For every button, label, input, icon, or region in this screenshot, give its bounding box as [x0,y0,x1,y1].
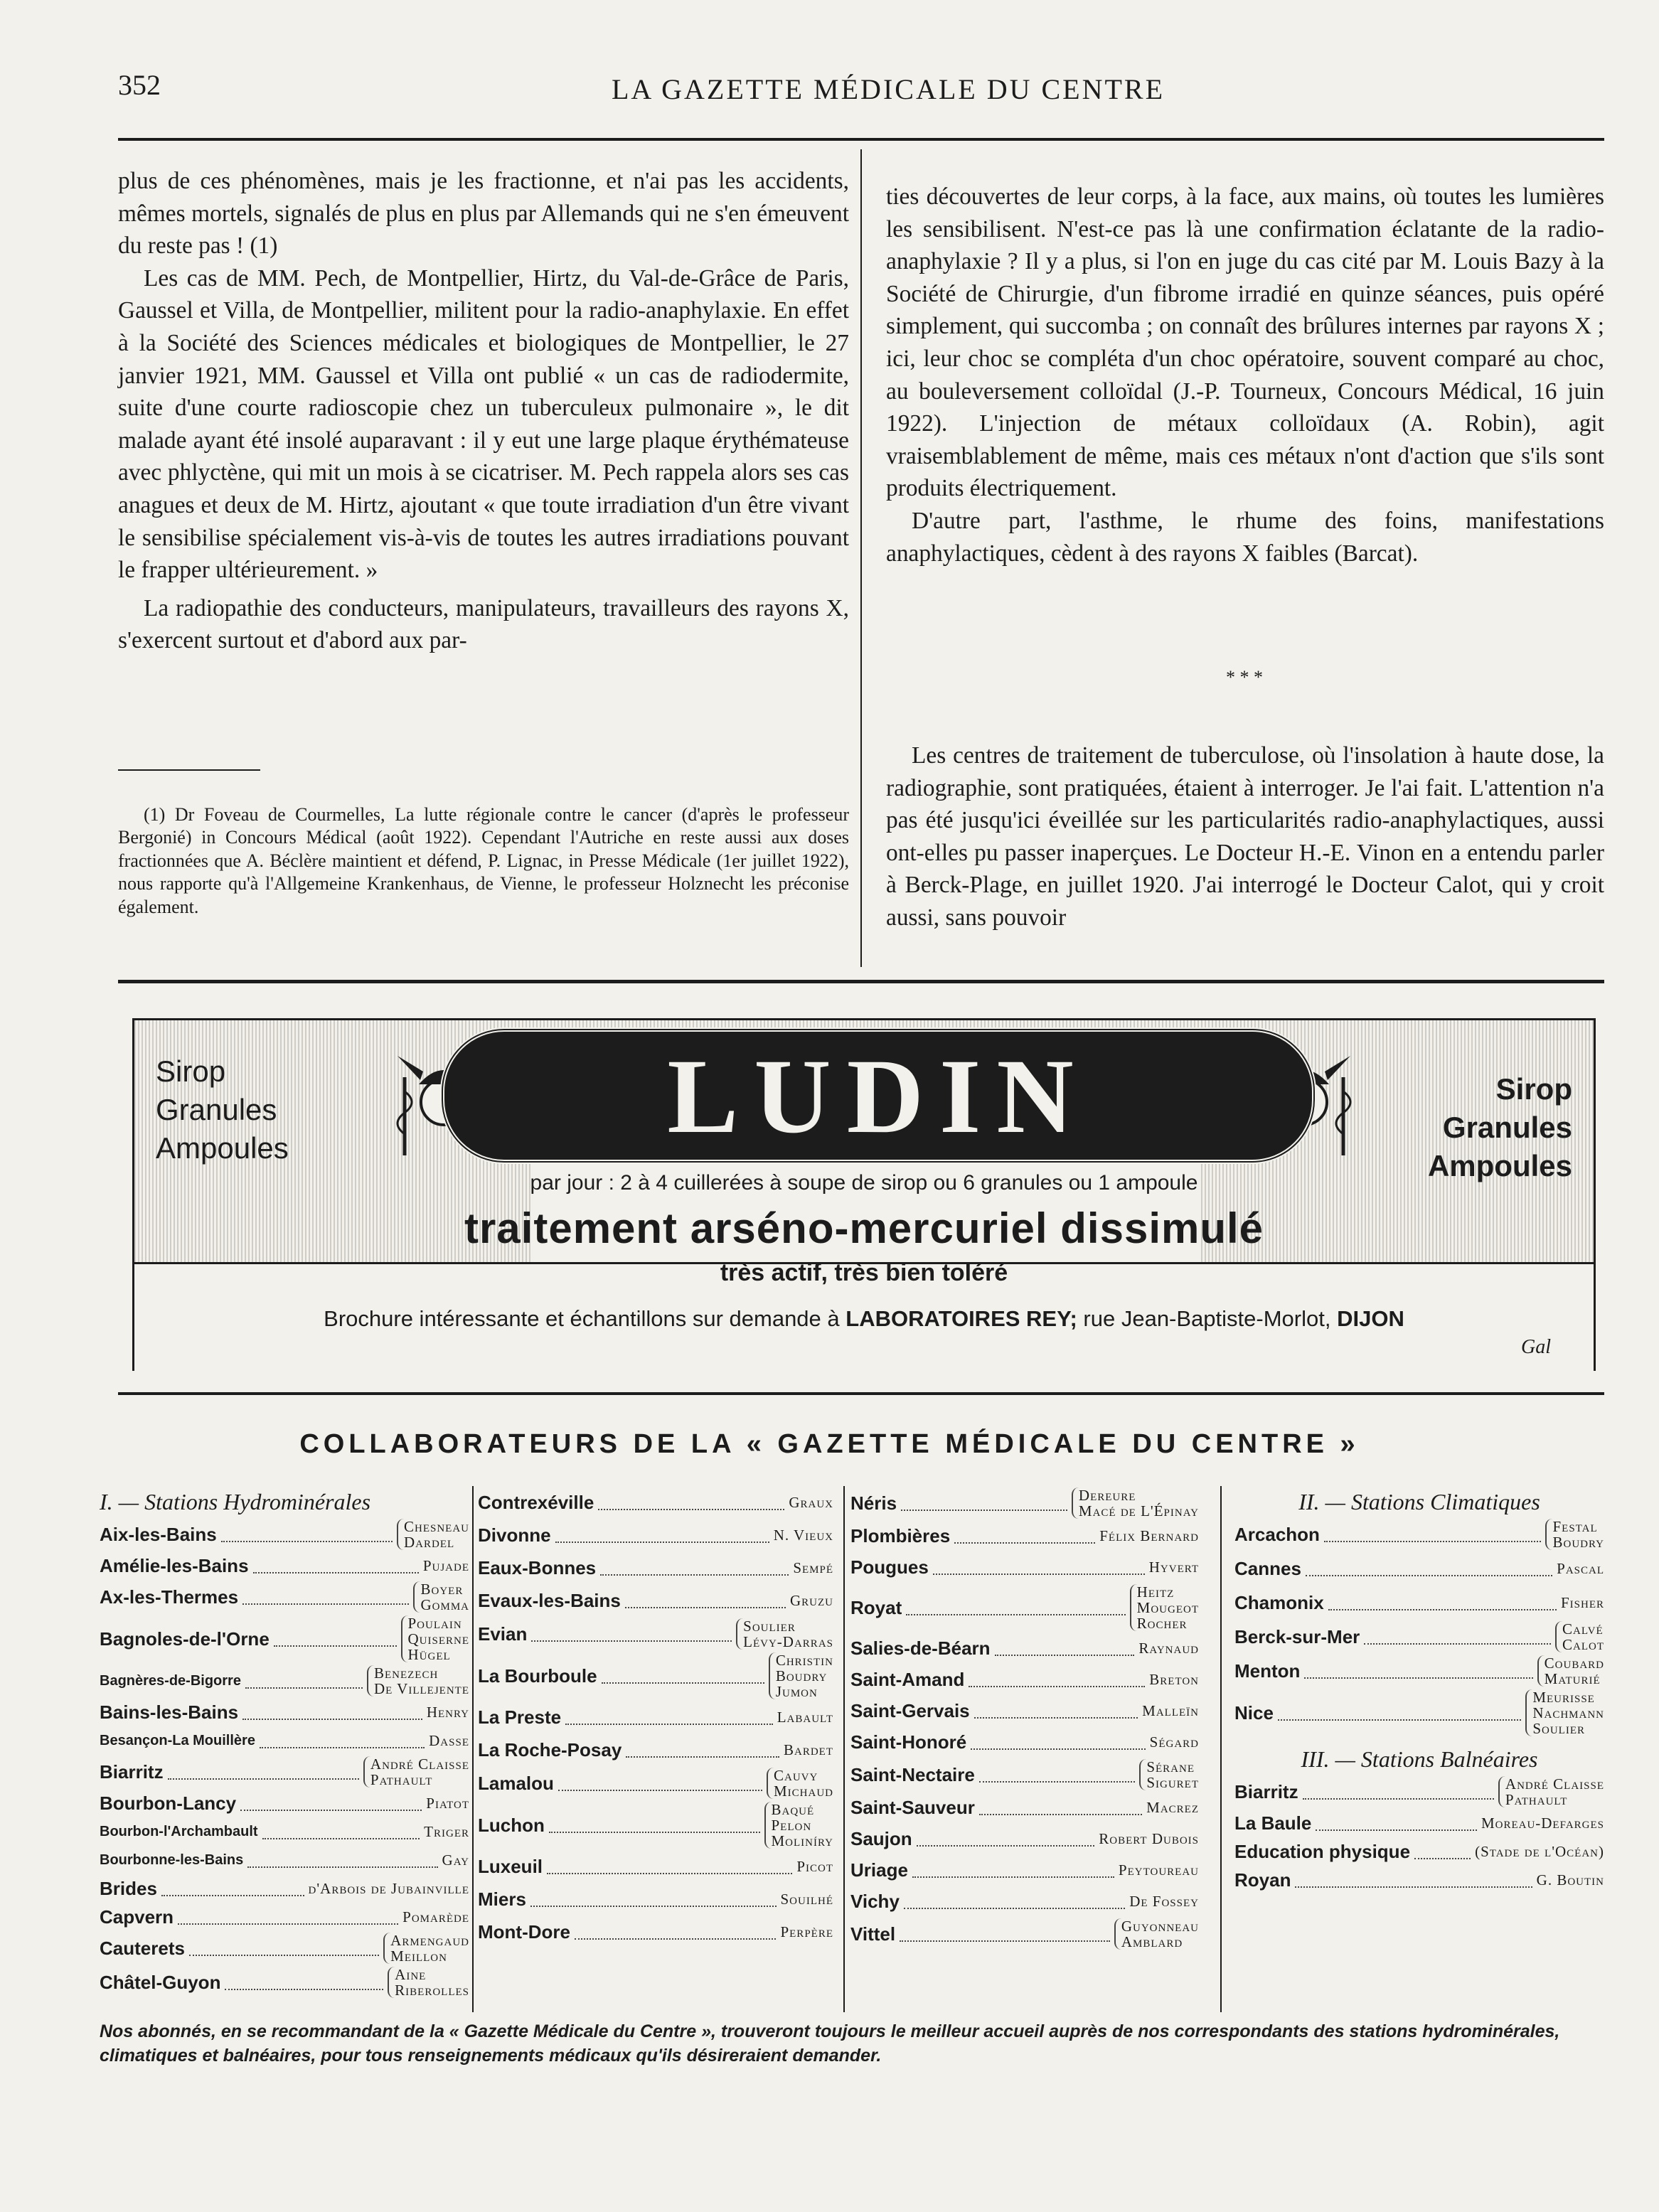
directory-entry [850,1758,1199,1792]
directory-entry [478,1916,833,1948]
directory-entry [100,1726,469,1755]
directory-divider [843,1486,845,2012]
correspondent-names: Aine Riberolles [388,1967,469,1998]
section-heading: II. — Stations Climatiques [1298,1489,1540,1514]
leader-dots [625,1593,786,1608]
correspondent-names: André Claisse Pathault [1498,1776,1604,1807]
correspondent-names: Robert Dubois [1099,1830,1199,1847]
station-name: Cauterets [100,1937,185,1959]
directory-entry [100,1789,469,1817]
subscriber-note: Nos abonnés, en se recommandant de la « Gazette Médicale du Centre », trouveront toujours le meilleur accueil auprès de nos correspondants des stations hydrominérales, climatiques et balnéaires, pour tous renseignements médicaux qu'ils désireraient demander. [100,2021,1560,2066]
directory-column-3 [850,1486,1199,1951]
correspondent-names: Coubard Maturié [1537,1655,1604,1687]
tagline: très actif, très bien toléré [720,1259,1008,1286]
station-name: Contrexéville [478,1491,594,1513]
correspondent-names: Perpère [780,1923,833,1940]
directory-entry [850,1695,1199,1726]
station-name: La Roche-Posay [478,1738,622,1760]
station-name: Miers [478,1888,526,1910]
station-name: Bagnoles-de-l'Orne [100,1628,270,1650]
correspondent-names: Poulain Quiserne Hügel [401,1615,470,1662]
directory-entry [850,1886,1199,1917]
station-name: Aix-les-Bains [100,1523,217,1545]
leader-dots [969,1672,1145,1687]
station-name: Besançon-La Mouillère [100,1732,255,1748]
directory-entry [100,1580,469,1614]
directory-entry [478,1551,833,1584]
form-sirop: Sirop [156,1054,226,1088]
correspondent-names: Piatot [426,1795,469,1812]
section-break: * * * [1226,667,1263,688]
directory-entry [1234,1654,1604,1688]
advert-top-rule [118,980,1604,983]
directory-entry [478,1800,833,1850]
station-name: Bourbon-l'Archambault [100,1823,258,1839]
station-name: Saint-Sauveur [850,1796,975,1818]
artist-signature: Gal [1521,1336,1551,1358]
correspondent-names: Moreau-Defarges [1481,1815,1604,1832]
correspondent-names: Breton [1149,1671,1199,1688]
directory-entry [100,1903,469,1931]
correspondent-names: Henry [426,1704,469,1721]
leader-dots [547,1859,792,1874]
correspondent-names: Gay [442,1852,469,1869]
leader-dots [917,1831,1095,1847]
station-name: Royan [1234,1869,1291,1891]
lab-name: LABORATOIRES REY; [845,1306,1077,1331]
leader-dots [1278,1705,1521,1721]
correspondent-names: Sempé [793,1559,833,1576]
directory-entry [850,1792,1199,1823]
directory-divider [1220,1486,1222,2012]
directory-entry [850,1486,1199,1520]
station-name: Saint-Nectaire [850,1763,975,1785]
form-sirop: Sirop [1495,1072,1572,1106]
directory-entry [850,1633,1199,1664]
correspondent-names: Dereure Macé de L'Épinay [1072,1487,1199,1519]
station-name: La Bourboule [478,1665,597,1687]
correspondent-names: Pujade [422,1557,469,1574]
correspondent-names: (Stade de l'Océan) [1475,1843,1604,1860]
form-ampoules: Ampoules [156,1131,289,1165]
station-name: Châtel-Guyon [100,1971,221,1993]
correspondent-names: Pascal [1557,1560,1604,1577]
station-name: Saujon [850,1827,912,1849]
dosage-text: par jour : 2 à 4 cuillerées à soupe de sirop ou 6 granules ou 1 ampoule [530,1171,1198,1195]
station-name: Plombières [850,1524,951,1546]
correspondent-names: Pomarède [402,1908,469,1925]
leader-dots [245,1673,363,1689]
advert-bottom-rule [118,1392,1604,1395]
correspondent-names: Benezech De Villejente [367,1665,469,1697]
directory-entry [1234,1586,1604,1620]
paragraph: Les centres de traitement de tuberculose, où l'insolation à haute dose, la radiographie, sont pratiquées, étaient à interroger. Je l'ai fait. L'attention n'a pas été jusqu'ici éveillée sur les particularités radio-anaphylactiques, aussi ont-elles pu passer inaperçues. Le Docteur H.-E. Vinon en a entendu parler à Berck-Plage, en juillet 1920. J'ai interrogé le Docteur Calot, qui y croit aussi, sans pouvoir [886,742,1604,931]
leader-dots [904,1893,1125,1909]
running-head [0,68,1659,118]
station-name: Néris [850,1492,897,1514]
station-name: Bourbon-Lancy [100,1792,237,1814]
leader-dots [253,1558,419,1573]
leader-dots [225,1975,383,1990]
paragraph: La radiopathie des conducteurs, manipulateurs, travailleurs des rayons X, s'exercent surtout et d'abord aux par- [118,594,849,654]
directory-entry [1234,1866,1604,1894]
station-name: Bagnères-de-Bigorre [100,1672,241,1689]
leader-dots [178,1909,398,1925]
leader-dots [1303,1784,1494,1800]
leader-dots [1306,1561,1552,1576]
leader-dots [995,1640,1135,1656]
station-name: Saint-Honoré [850,1731,967,1753]
directory-entry [478,1617,833,1651]
journal-title: LA GAZETTE MÉDICALE DU CENTRE [612,73,1165,105]
article-right-column-continued [886,739,1604,934]
leader-dots [954,1528,1095,1544]
station-name: Nice [1234,1701,1274,1724]
station-name: Chamonix [1234,1591,1324,1613]
correspondent-names: d'Arbois de Jubainville [308,1880,469,1897]
directory-entry [478,1733,833,1766]
form-ampoules: Ampoules [1427,1149,1572,1182]
correspondent-names: Raynaud [1138,1640,1199,1657]
header-rule [118,138,1604,141]
leader-dots [1364,1629,1551,1645]
collaborators-title: COLLABORATEURS DE LA « GAZETTE MÉDICALE DU CENTRE » [299,1429,1360,1459]
correspondent-names: Meurisse Nachmann Soulier [1525,1689,1604,1736]
directory-entry [1234,1688,1604,1738]
directory-entry [478,1766,833,1800]
correspondent-names: Boyer Gomma [413,1581,469,1613]
directory-entry [1234,1620,1604,1654]
column-divider [860,149,862,967]
correspondent-names: N. Vieux [773,1527,833,1544]
station-name: Divonne [478,1524,551,1546]
directory-entry [1234,1551,1604,1586]
directory-entry [850,1551,1199,1583]
station-name: Saint-Amand [850,1668,965,1690]
directory-entry [100,1698,469,1726]
correspondent-names: Chesneau Dardel [397,1519,469,1550]
paragraph: D'autre part, l'asthme, le rhume des foins, manifestations anaphylactiques, cèdent à des rayons X faibles (Barcat). [886,507,1604,567]
station-name: Ax-les-Thermes [100,1586,239,1608]
directory-column-hydromineral [100,1486,469,1999]
leader-dots [1324,1527,1542,1542]
form-granules: Granules [1442,1111,1572,1144]
correspondent-names: Fisher [1560,1594,1604,1611]
ludin-advertisement [132,1018,1596,1371]
footnote-rule [118,769,260,771]
directory-divider [472,1486,474,2012]
paragraph: Les cas de MM. Pech, de Montpellier, Hirtz, du Val-de-Grâce de Paris, Gaussel et Villa, de Montpellier, militent pour la radio-anaphylaxie. En effet à la Société des Sciences médicales et biologiques de Montpellier, le 27 janvier 1921, MM. Gaussel et Villa ont publié « un cas de radiodermite, suite d'une courte radioscopie chez un tuberculeux pulmonaire », le dit malade ayant été insolé auparavant : il y eut une large plaque érythémateuse avec phlyctène, qui mit un mois à se cicatriser. M. Pech rappela alors ses cas anagues et deux de M. Hirtz, ajoutant « que toute irradiation d'un être vivant le sensibilise spécialement vis-à-vis de toutes les autres irradiations pouvant le frapper ultérieurement. » [118,265,849,584]
leader-dots [247,1852,437,1868]
correspondent-names: Sérane Siguret [1139,1759,1199,1790]
directory-entry [100,1664,469,1698]
station-name: Capvern [100,1906,174,1928]
correspondent-names: Ségard [1149,1733,1199,1751]
leader-dots [602,1668,764,1684]
section-heading: I. — Stations Hydrominérales [100,1489,371,1514]
leader-dots [274,1631,397,1647]
correspondent-names: Peytoureau [1118,1861,1199,1879]
leader-dots [565,1709,773,1725]
directory-entry [478,1519,833,1551]
correspondent-names: Triger [424,1823,469,1840]
station-name: La Preste [478,1706,562,1728]
station-name: Brides [100,1877,157,1899]
footnote [118,803,849,919]
paragraph: plus de ces phénomènes, mais je les fractionne, et n'ai pas les accidents, mêmes mortels, signalés de plus en plus par Allemands qui ne s'en émeuvent du reste pas ! (1) [118,168,849,260]
directory-entry [850,1823,1199,1854]
correspondent-names: Hyvert [1148,1559,1199,1576]
station-name: Luxeuil [478,1855,543,1877]
correspondent-names: Festal Boudry [1545,1519,1604,1550]
footnote-text: (1) Dr Foveau de Courmelles, La lutte régionale contre le cancer (d'après le professeur Bergonié) in Concours Médical (août 1922). Cependant l'Autriche en reste aussi aux doses fractionnées que A. Béclère maintient et défend, P. Lignac, in Presse Médicale (1er juillet 1922), nous rapporte qu'à l'Allgemeine Krankenhaus, de Vienne, le professeur Holznecht les préconise également. [118,804,849,917]
directory-entry [478,1883,833,1916]
leader-dots [626,1742,779,1758]
leader-dots [575,1924,776,1940]
correspondent-names: André Claisse Pathault [363,1756,469,1788]
page-number: 352 [118,69,161,101]
station-name: Royat [850,1596,902,1618]
leader-dots [189,1940,379,1956]
station-name: Uriage [850,1859,908,1881]
correspondent-names: Soulier Lévy-Darras [736,1618,833,1650]
correspondent-names: Malleïn [1142,1702,1199,1719]
correspondent-names: Bardet [783,1741,833,1758]
directory-entry [850,1583,1199,1633]
station-name: Bourbonne-les-Bains [100,1852,244,1868]
leader-dots [531,1626,732,1642]
leader-dots [262,1824,420,1839]
directory-entry [100,1874,469,1903]
correspondent-names: De Fossey [1129,1893,1199,1910]
leader-dots [974,1703,1138,1719]
directory-entry [850,1726,1199,1758]
correspondent-names: Armengaud Meillon [383,1933,469,1964]
directory-entry [1234,1809,1604,1837]
leader-dots [906,1600,1125,1615]
leader-dots [901,1495,1067,1511]
directory-entry [850,1854,1199,1886]
leader-dots [242,1589,409,1605]
directory-entry [478,1850,833,1883]
leader-dots [600,1560,789,1576]
station-name: La Baule [1234,1812,1312,1834]
directory-entry [478,1651,833,1701]
brand-logo: LUDIN [667,1037,1089,1155]
station-name: Eaux-Bonnes [478,1556,597,1578]
correspondent-names: Baqué Pelon Moliníry [764,1802,834,1849]
leader-dots [598,1495,784,1510]
directory-entry [1234,1775,1604,1809]
correspondent-names: Félix Bernard [1099,1527,1199,1544]
directory-entry [100,1965,469,1999]
leader-dots [168,1764,359,1780]
article-left-column [118,165,849,657]
leader-dots [1414,1844,1471,1859]
station-name: Education physique [1234,1840,1411,1862]
station-name: Vittel [850,1923,896,1945]
directory-entry [100,1551,469,1580]
directory-entry [1234,1517,1604,1551]
article-right-column [886,181,1604,570]
directory-entry [850,1520,1199,1551]
leader-dots [1316,1815,1477,1831]
correspondent-names: Graux [789,1494,833,1511]
directory-entry [100,1517,469,1551]
directory-entry [100,1755,469,1789]
correspondent-names: Christin Boudry Jumon [769,1652,833,1699]
leader-dots [240,1795,422,1811]
brochure-prefix: Brochure intéressante et échantillons sur demande à [324,1306,840,1331]
leader-dots [161,1881,304,1896]
lab-street: rue Jean-Baptiste-Morlot, [1083,1306,1331,1331]
leader-dots [555,1527,769,1543]
directory-entry [100,1614,469,1664]
station-name: Saint-Gervais [850,1699,970,1721]
leader-dots [242,1704,422,1720]
station-name: Berck-sur-Mer [1234,1625,1360,1647]
correspondent-names: Guyonneau Amblard [1114,1918,1199,1950]
leader-dots [971,1734,1145,1750]
section-heading: III. — Stations Balnéaires [1301,1746,1538,1772]
station-name: Evaux-les-Bains [478,1589,621,1611]
station-name: Evian [478,1623,528,1645]
advert-forms-right [1428,1070,1572,1185]
station-name: Menton [1234,1660,1301,1682]
directory-entry [850,1664,1199,1695]
leader-dots [260,1733,425,1748]
leader-dots [558,1775,762,1791]
form-granules: Granules [156,1093,277,1126]
station-name: Pougues [850,1556,929,1578]
correspondent-names: Picot [796,1858,833,1875]
station-name: Biarritz [1234,1780,1298,1802]
brand-logo-frame [440,1027,1316,1164]
station-name: Luchon [478,1814,545,1836]
station-name: Lamalou [478,1772,554,1794]
paragraph: ties découvertes de leur corps, à la face, aux mains, où toutes les lumières les sensibilisent. N'est-ce pas là une confirmation éclatante de la radio-anaphylaxie ? Il y a plus, si l'on en juge du cas cité par M. Louis Bazy à la Société de Chirurgie, d'un fibrome irradié en quinze séances, puis opéré simplement, qui succomba ; on connaît des brûlures internes par rayons X ; ici, leur choc se compléta d'un choc opératoire, souvent comparé au choc, au bouleversement colloïdal (J.-P. Tourneux, Concours Médical, 16 juin 1922). L'injection de métaux colloïdaux (A. Robin), agit vraisemblablement de même, mais ces métaux n'ont d'action que s'ils sont produits électriquement. [886,183,1604,502]
correspondent-names: Heitz Mougeot Rocher [1130,1584,1199,1631]
directory-entry [478,1584,833,1617]
station-name: Bains-les-Bains [100,1701,239,1723]
directory-column-2 [478,1486,833,1948]
directory-entry [478,1486,833,1519]
station-name: Mont-Dore [478,1920,570,1943]
leader-dots [530,1891,777,1907]
leader-dots [912,1862,1114,1878]
advert-forms-left [156,1052,289,1168]
directory-entry [100,1931,469,1965]
leader-dots [1295,1872,1532,1888]
correspondent-names: Dasse [429,1732,469,1749]
leader-dots [979,1767,1135,1783]
station-name: Salies-de-Béarn [850,1637,991,1659]
treatment-headline: traitement arséno-mercuriel dissimulé [464,1204,1264,1252]
correspondent-names: Labault [777,1709,833,1726]
lab-city: DIJON [1337,1306,1404,1331]
correspondent-names: Souilhé [780,1891,833,1908]
leader-dots [933,1559,1145,1575]
leader-dots [979,1800,1142,1815]
directory-entry [100,1846,469,1874]
station-name: Cannes [1234,1557,1301,1579]
leader-dots [1304,1663,1532,1679]
leader-dots [900,1926,1110,1942]
directory-column-climatic-balneary [1234,1486,1604,1894]
leader-dots [1328,1595,1557,1610]
correspondent-names: Cauvy Michaud [767,1768,833,1799]
directory-entry [850,1917,1199,1951]
directory-entry [100,1817,469,1846]
correspondent-names: Macrez [1146,1799,1199,1816]
station-name: Amélie-les-Bains [100,1554,249,1576]
station-name: Arcachon [1234,1523,1320,1545]
station-name: Biarritz [100,1760,164,1783]
directory-entry [478,1701,833,1733]
station-name: Vichy [850,1890,900,1912]
leader-dots [221,1527,393,1542]
correspondent-names: Calvé Calot [1555,1621,1604,1652]
correspondent-names: G. Boutin [1536,1871,1604,1888]
directory-entry [1234,1837,1604,1866]
correspondent-names: Gruzu [790,1592,833,1609]
leader-dots [549,1817,760,1833]
brochure-line [134,1306,1594,1332]
